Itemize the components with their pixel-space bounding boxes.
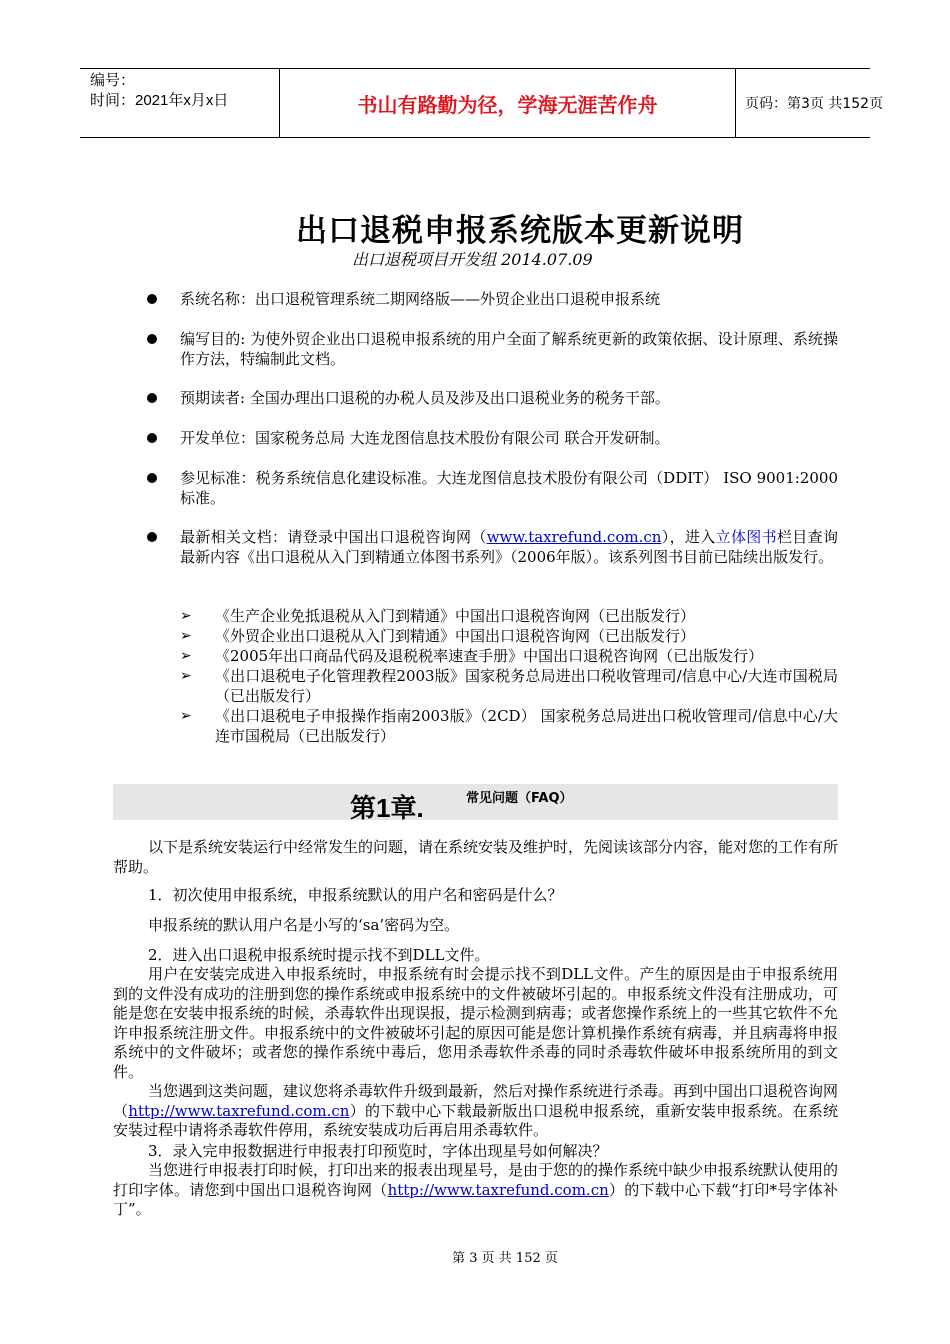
header-motto: 书山有路勤为径，学海无涯苦作舟 <box>280 69 736 137</box>
book-item: 《外贸企业出口退税从入门到精通》中国出口退税咨询网（已出版发行） <box>215 627 696 645</box>
faq-answer-2b-pre: 当您遇到这类问题，建议您将杀毒软件升级到最新，然后对操作系统进行杀毒。再到中国出口退税咨询网（ <box>113 1082 839 1120</box>
header-time: 时间：2021年x月x日 <box>90 92 229 109</box>
bullet-text-post: 栏目查询最新内容《出口退税从入门到精通立体图书系列》（2006年版）。该系列图书目前已陆续出版发行。 <box>180 528 838 566</box>
faq-answer-2b-post: ）的下载中心下载最新版出口退税申报系统，重新安装申报系统。在系统安装过程中请将杀毒软件停用，系统安装成功后再启用杀毒软件。 <box>113 1101 838 1139</box>
bullet-text-pre: 最新相关文档：请登录中国出口退税咨询网（ <box>180 528 487 546</box>
bullet-item: 编写目的: 为使外贸企业出口退税申报系统的用户全面了解系统更新的政策依据、设计原理、系统操作方法，特编制此文档。 <box>180 330 838 368</box>
faq-question-3: 3．录入完申报数据进行申报表打印预览时，字体出现星号如何解决？ <box>148 1142 608 1160</box>
taxrefund-link[interactable]: http://www.taxrefund.com.cn <box>128 1101 350 1120</box>
arrow-bullet-icon: ➢ <box>180 708 192 724</box>
faq-answer-2: 用户在安装完成进入申报系统时，申报系统有时会提示找不到DLL文件。产生的原因是由于申报系统用到的文件没有成功的注册到您的操作系统或申报系统中的文件被破坏引起的。申报系统文件没有注册成功，可能是您在安装申报系统的时候，杀毒软件出现误报，提示检测到病毒；或者您操作系统上的一些其它软件不允许申报系统注册文件。申报系统中的文件被破坏引起的原因可能是您计算机操作系统有病毒，并且病毒将申报系统中的文件破坏；或者您的操作系统中毒后，您用杀毒软件杀毒的同时杀毒软件破坏申报系统所用的到文件。 <box>113 965 838 1081</box>
chapter-number: 第1章. <box>350 793 424 823</box>
bullet-item: 系统名称：出口退税管理系统二期网络版——外贸企业出口退税申报系统 <box>180 290 661 308</box>
bullet-text-mid: ），进入 <box>661 528 716 546</box>
bullet-icon <box>147 334 157 344</box>
bullet-item: 参见标准：税务系统信息化建设标准。大连龙图信息技术股份有限公司（DDIT） ISO 9001:2000标准。 <box>180 469 838 507</box>
faq-question-2: 2．进入出口退税申报系统时提示找不到DLL文件。 <box>148 946 490 964</box>
bullet-item <box>180 527 838 567</box>
arrow-bullet-icon: ➢ <box>180 648 192 664</box>
taxrefund-link[interactable]: www.taxrefund.com.cn <box>486 528 662 546</box>
faq-question-1: 1．初次使用申报系统，申报系统默认的用户名和密码是什么？ <box>148 886 563 904</box>
faq-answer-2b <box>113 1082 838 1141</box>
faq-answer-3 <box>113 1161 838 1220</box>
header-page-info: 页码：第3页 共152页 <box>745 96 884 112</box>
faq-answer-3-post: ）的下载中心下载“打印*号字体补丁”。 <box>113 1180 838 1218</box>
bullet-icon <box>147 433 157 443</box>
book-item: 《出口退税电子化管理教程2003版》国家税务总局进出口税收管理司/信息中心/大连市国税局（已出版发行） <box>215 667 838 705</box>
arrow-bullet-icon: ➢ <box>180 608 192 624</box>
document-subtitle: 出口退税项目开发组 2014.07.09 <box>352 250 593 269</box>
header-number: 编号： <box>90 72 136 89</box>
faq-intro: 以下是系统安装运行中经常发生的问题，请在系统安装及维护时，先阅读该部分内容，能对您的工作有所帮助。 <box>113 838 839 876</box>
arrow-bullet-icon: ➢ <box>180 628 192 644</box>
bullet-item: 预期读者: 全国办理出口退税的办税人员及涉及出口退税业务的税务干部。 <box>180 389 670 407</box>
bullet-icon <box>147 532 157 542</box>
bullet-icon <box>147 294 157 304</box>
book-item: 《2005年出口商品代码及退税税率速查手册》中国出口退税咨询网（已出版发行） <box>215 647 764 665</box>
book-item: 《出口退税电子申报操作指南2003版》（2CD） 国家税务总局进出口税收管理司/信息中心/大连市国税局（已出版发行） <box>215 707 838 745</box>
bullet-item: 开发单位：国家税务总局 大连龙图信息技术股份有限公司 联合开发研制。 <box>180 429 670 447</box>
document-title: 出口退税申报系统版本更新说明 <box>296 213 744 249</box>
3d-books-link[interactable]: 立体图书 <box>715 528 777 546</box>
bullet-icon <box>147 473 157 483</box>
faq-answer-1: 申报系统的默认用户名是小写的‘sa’密码为空。 <box>148 916 460 934</box>
page-header <box>80 68 884 138</box>
chapter-name: 常见问题（FAQ） <box>466 791 573 806</box>
taxrefund-link[interactable]: http://www.taxrefund.com.cn <box>387 1180 609 1199</box>
faq-answer-3-pre: 当您进行申报表打印时候，打印出来的报表出现星号，是由于您的的操作系统中缺少申报系统默认使用的打印字体。请您到中国出口退税咨询网（ <box>113 1161 839 1199</box>
page-footer: 第 3 页 共 152 页 <box>452 1251 558 1266</box>
arrow-bullet-icon: ➢ <box>180 668 192 684</box>
header-meta <box>80 69 280 137</box>
bullet-icon <box>147 393 157 403</box>
book-item: 《生产企业免抵退税从入门到精通》中国出口退税咨询网（已出版发行） <box>215 607 696 625</box>
